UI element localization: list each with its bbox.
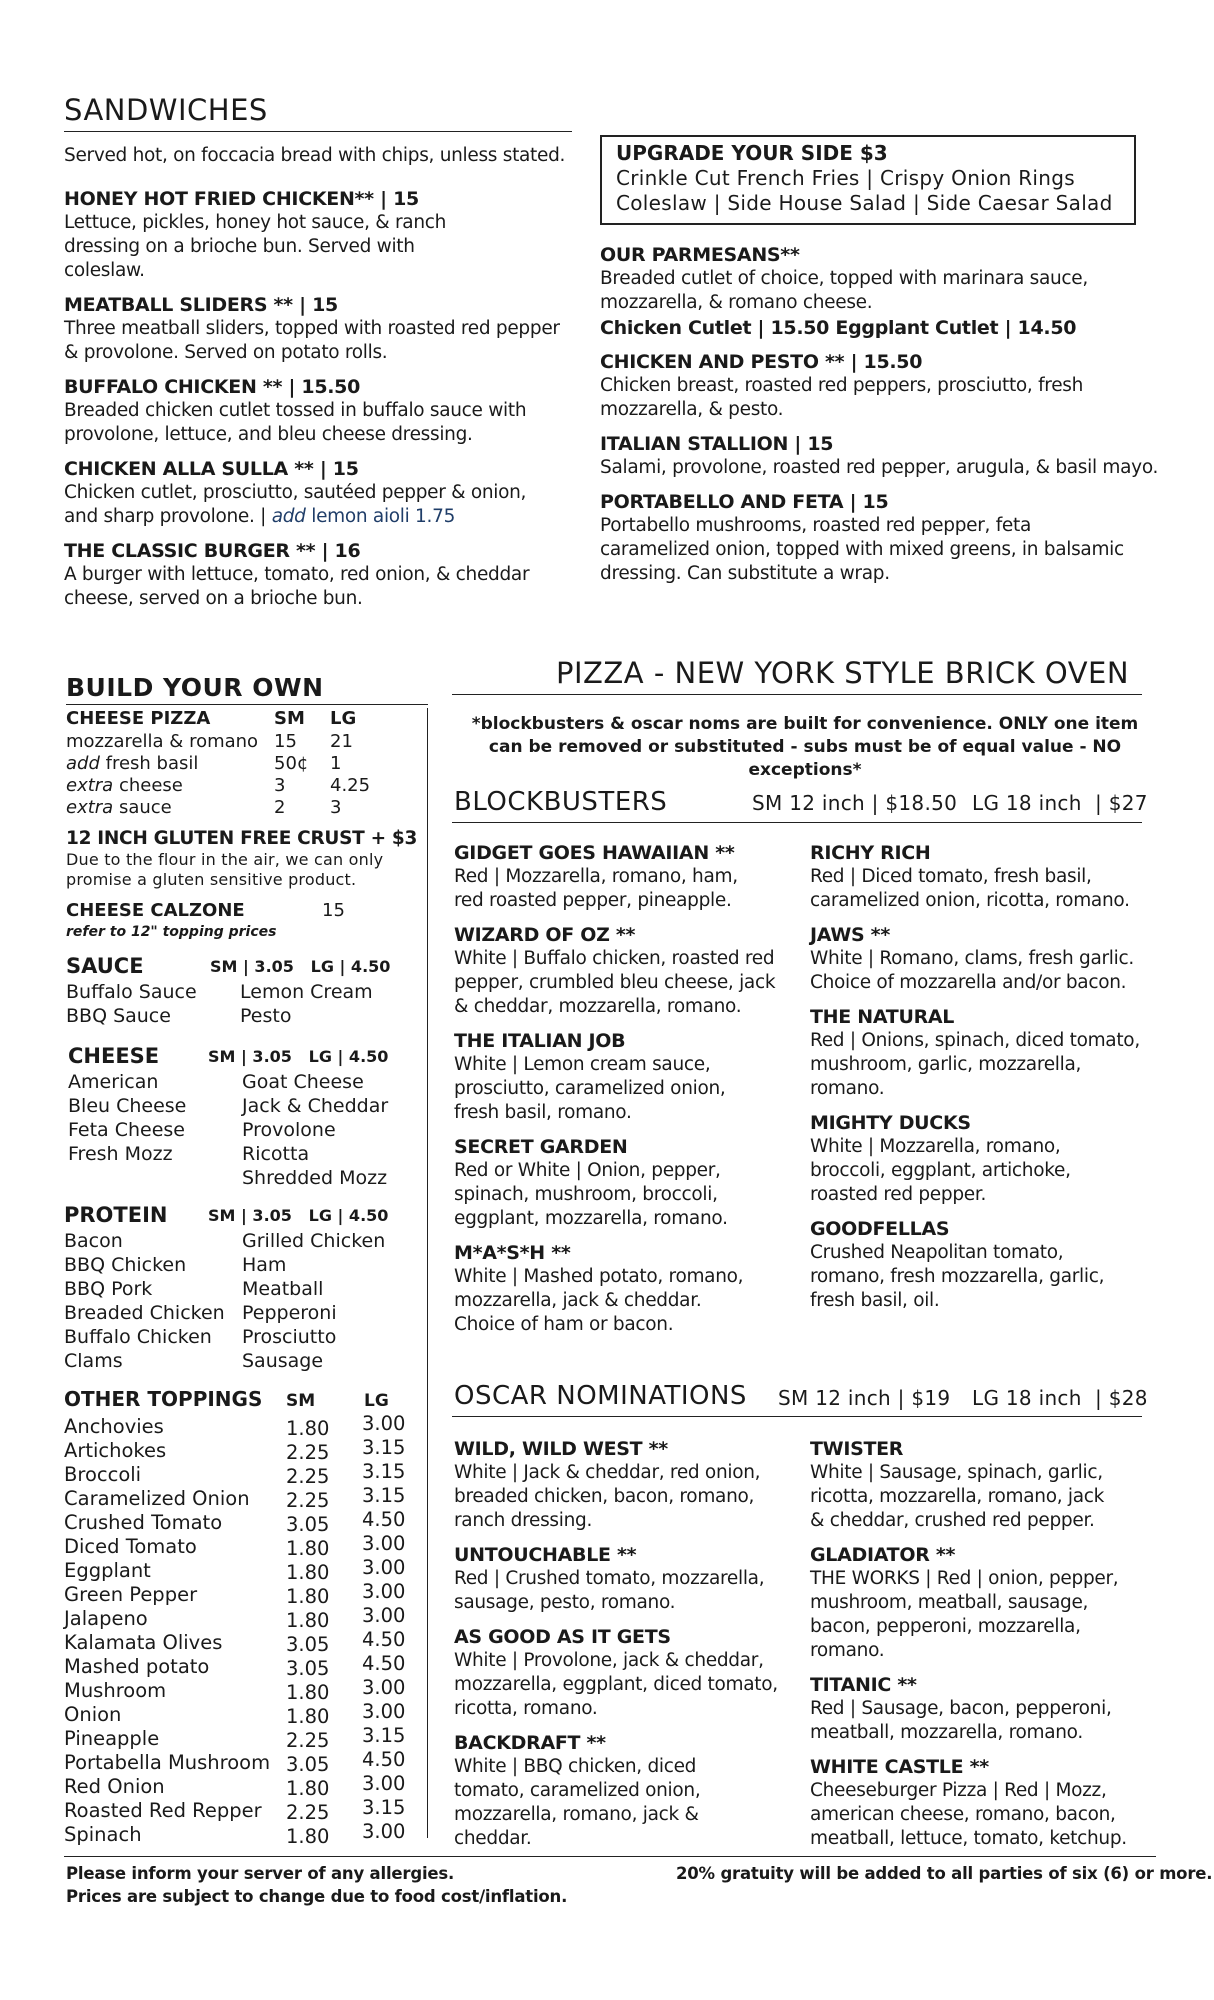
toppings-title: OTHER TOPPINGS <box>64 1387 263 1411</box>
topping-name: Mushroom <box>64 1679 167 1702</box>
list-item: Provolone <box>242 1119 336 1141</box>
row-label <box>66 775 183 797</box>
row-lg: 1 <box>330 753 342 774</box>
row-label <box>66 753 198 775</box>
sauce-prices: SM | 3.05 LG | 4.50 <box>210 957 391 976</box>
row-item: cheese <box>113 775 183 796</box>
list-item: Buffalo Sauce <box>66 981 197 1003</box>
pizza-item <box>454 924 784 1019</box>
sulla-add-word: add <box>271 506 306 527</box>
row-item: fresh basil <box>99 753 199 774</box>
menu-item <box>64 540 564 611</box>
footer-gratuity: 20% gratuity will be added to all parties of six (6) or more. <box>676 1864 1213 1883</box>
pizza-item <box>454 1136 784 1231</box>
topping-name: Pineapple <box>64 1727 160 1750</box>
topping-lg-price: 4.50 <box>362 1748 406 1771</box>
list-item: Pepperoni <box>242 1302 337 1324</box>
cheese-header <box>66 1044 436 1070</box>
menu-item <box>64 294 564 365</box>
item-desc: Red or White | Onion, pepper, spinach, mushroom, broccoli, eggplant, mozzarella, romano. <box>454 1160 728 1229</box>
sauce-list <box>66 980 436 1030</box>
row-sm: 15 <box>274 731 297 752</box>
cheese-prices: SM | 3.05 LG | 4.50 <box>208 1047 389 1066</box>
list-item: BBQ Sauce <box>66 1005 171 1027</box>
topping-lg-price: 3.15 <box>362 1460 406 1483</box>
topping-name: Mashed potato <box>64 1655 210 1678</box>
topping-name: Red Onion <box>64 1775 165 1798</box>
list-item: Bleu Cheese <box>68 1095 187 1117</box>
item-desc: A burger with lettuce, tomato, red onion, & cheddar cheese, served on a brioche bun. <box>64 564 530 609</box>
item-desc: White | Lemon cream sauce, prosciutto, caramelized onion, fresh basil, romano. <box>454 1054 726 1123</box>
blockbusters-rule <box>452 822 1142 823</box>
list-item: Breaded Chicken <box>64 1302 225 1324</box>
row-qualifier: extra <box>66 797 114 818</box>
item-name: THE ITALIAN JOB <box>454 1030 626 1052</box>
upgrade-line-2: Coleslaw | Side House Salad | Side Caesar Salad <box>616 191 1113 215</box>
item-name: MEATBALL SLIDERS ** | 15 <box>64 294 338 316</box>
cheese-pizza-table <box>66 708 426 819</box>
row-lg: 3 <box>330 797 342 818</box>
sandwiches-left-column <box>64 188 564 620</box>
protein-header <box>64 1203 434 1229</box>
list-item: BBQ Pork <box>64 1278 153 1300</box>
list-item: Clams <box>64 1350 123 1372</box>
oscar-rule <box>452 1416 1142 1417</box>
sauce-title: SAUCE <box>66 954 144 978</box>
item-desc: Three meatball sliders, topped with roasted red pepper & provolone. Served on potato rolls. <box>64 318 560 363</box>
pizza-item <box>454 1242 784 1337</box>
topping-lg-price: 3.15 <box>362 1724 406 1747</box>
list-item: Jack & Cheddar <box>242 1095 389 1117</box>
topping-lg-price: 3.15 <box>362 1796 406 1819</box>
pizza-item <box>454 1626 784 1721</box>
oscar-lg-price: LG 18 inch | $28 <box>972 1386 1148 1410</box>
item-name: HONEY HOT FRIED CHICKEN** | 15 <box>64 188 419 210</box>
item-desc: White | Romano, clams, fresh garlic. Choice of mozzarella and/or bacon. <box>810 948 1134 993</box>
item-name: MIGHTY DUCKS <box>810 1112 971 1134</box>
protein-prices: SM | 3.05 LG | 4.50 <box>208 1206 389 1225</box>
sandwiches-subtitle: Served hot, on foccacia bread with chips, unless stated. <box>64 145 566 166</box>
sandwiches-title: SANDWICHES <box>64 93 268 127</box>
pizza-item <box>810 1756 1140 1851</box>
topping-sm-price: 1.80 <box>286 1537 330 1560</box>
list-item: Ham <box>242 1254 287 1276</box>
pizza-item <box>810 1218 1140 1313</box>
item-name: CHICKEN AND PESTO ** | 15.50 <box>600 351 923 373</box>
item-desc: Portabello mushrooms, roasted red pepper, feta caramelized onion, topped with mixed greens, in balsamic dressing. Can substitute a wrap. <box>600 515 1124 584</box>
item-name: M*A*S*H ** <box>454 1242 571 1264</box>
row-sm: 2 <box>274 797 286 818</box>
item-desc: THE WORKS | Red | onion, pepper, mushroom, meatball, sausage, bacon, pepperoni, mozzarella, romano. <box>810 1568 1119 1661</box>
blockbusters-left-column <box>454 842 784 1346</box>
pizza-item <box>454 1438 784 1533</box>
pizza-item <box>810 1438 1140 1533</box>
blockbusters-lg-price: LG 18 inch | $27 <box>972 791 1148 815</box>
topping-name: Jalapeno <box>64 1607 148 1630</box>
topping-lg-price: 3.00 <box>362 1772 406 1795</box>
blockbusters-sm-price: SM 12 inch | $18.50 <box>752 791 958 815</box>
item-name: WHITE CASTLE ** <box>810 1756 989 1778</box>
item-desc: White | Sausage, spinach, garlic, ricotta, mozzarella, romano, jack & cheddar, crushed red pepper. <box>810 1462 1105 1531</box>
byo-title: BUILD YOUR OWN <box>66 673 324 702</box>
calzone-title: CHEESE CALZONE <box>66 900 245 921</box>
topping-sm-price: 1.80 <box>286 1561 330 1584</box>
topping-lg-price: 4.50 <box>362 1652 406 1675</box>
topping-name: Anchovies <box>64 1415 164 1438</box>
menu-item <box>600 491 1160 586</box>
sandwiches-rule <box>64 131 572 132</box>
row-item: sauce <box>113 797 172 818</box>
item-name: RICHY RICH <box>810 842 931 864</box>
item-desc: Red | Sausage, bacon, pepperoni, meatball, mozzarella, romano. <box>810 1698 1112 1743</box>
list-item: Goat Cheese <box>242 1071 364 1093</box>
row-label <box>66 731 258 753</box>
sm-label: SM <box>274 708 305 729</box>
topping-sm-price: 1.80 <box>286 1681 330 1704</box>
cheese-pizza-label: CHEESE PIZZA <box>66 708 211 729</box>
list-item: Feta Cheese <box>68 1119 185 1141</box>
row-lg: 21 <box>330 731 353 752</box>
protein-section <box>64 1203 434 1375</box>
pizza-item <box>454 1544 784 1615</box>
item-name: CHICKEN ALLA SULLA ** | 15 <box>64 458 359 480</box>
item-name: BACKDRAFT ** <box>454 1732 606 1754</box>
item-name: ITALIAN STALLION | 15 <box>600 433 834 455</box>
list-item: Prosciutto <box>242 1326 337 1348</box>
topping-lg-price: 3.15 <box>362 1436 406 1459</box>
item-desc: Chicken breast, roasted red peppers, prosciutto, fresh mozzarella, & pesto. <box>600 375 1084 420</box>
topping-sm-price: 3.05 <box>286 1657 330 1680</box>
item-name: THE CLASSIC BURGER ** | 16 <box>64 540 361 562</box>
item-name: JAWS ** <box>810 924 890 946</box>
row-item: mozzarella & romano <box>66 731 259 752</box>
list-item: Bacon <box>64 1230 123 1252</box>
sauce-header <box>66 954 436 980</box>
parmesan-prices: Chicken Cutlet | 15.50 Eggplant Cutlet | 14.50 <box>600 317 1077 339</box>
topping-name: Green Pepper <box>64 1583 198 1606</box>
list-item: Lemon Cream <box>240 981 373 1003</box>
toppings-section <box>64 1387 424 1847</box>
item-desc: White | Mozzarella, romano, broccoli, eggplant, artichoke, roasted red pepper. <box>810 1136 1071 1205</box>
row-lg: 4.25 <box>330 775 371 796</box>
topping-lg-price: 3.00 <box>362 1700 406 1723</box>
pizza-item <box>810 1006 1140 1101</box>
item-name: GIDGET GOES HAWAIIAN ** <box>454 842 735 864</box>
row-label <box>66 797 172 819</box>
menu-item <box>600 244 1160 340</box>
topping-lg-price: 3.00 <box>362 1412 406 1435</box>
pizza-item <box>454 1030 784 1125</box>
item-desc: White | Mashed potato, romano, mozzarella, jack & cheddar. Choice of ham or bacon. <box>454 1266 744 1335</box>
list-item: Sausage <box>242 1350 324 1372</box>
calzone-note: refer to 12" topping prices <box>66 924 277 940</box>
sulla-desc: Chicken cutlet, prosciutto, sautéed pepper & onion, and sharp provolone. | <box>64 482 527 527</box>
toppings-lg: LG <box>364 1391 389 1411</box>
pizza-item <box>810 842 1140 913</box>
topping-name: Kalamata Olives <box>64 1631 223 1654</box>
topping-name: Spinach <box>64 1823 142 1846</box>
byo-rule <box>66 704 428 705</box>
item-desc: Lettuce, pickles, honey hot sauce, & ranch dressing on a brioche bun. Served with coleslaw. <box>64 212 447 281</box>
table-row <box>66 753 426 775</box>
topping-sm-price: 1.80 <box>286 1417 330 1440</box>
topping-lg-price: 4.50 <box>362 1508 406 1531</box>
item-desc: Crushed Neapolitan tomato, romano, fresh mozzarella, garlic, fresh basil, oil. <box>810 1242 1105 1311</box>
cheese-pizza-header <box>66 708 426 731</box>
topping-sm-price: 2.25 <box>286 1489 330 1512</box>
protein-title: PROTEIN <box>64 1203 168 1227</box>
menu-item <box>64 376 564 447</box>
item-name: WIZARD OF OZ ** <box>454 924 636 946</box>
pizza-item <box>454 1732 784 1851</box>
item-name: UNTOUCHABLE ** <box>454 1544 637 1566</box>
upgrade-title: UPGRADE YOUR SIDE $3 <box>616 141 888 165</box>
topping-name: Caramelized Onion <box>64 1487 250 1510</box>
table-row <box>66 775 426 797</box>
item-name: TWISTER <box>810 1438 904 1460</box>
oscar-sm-price: SM 12 inch | $19 <box>778 1386 951 1410</box>
pizza-title: PIZZA - NEW YORK STYLE BRICK OVEN <box>556 656 1130 690</box>
item-desc <box>64 481 534 529</box>
gluten-title: 12 INCH GLUTEN FREE CRUST + $3 <box>66 828 418 849</box>
topping-name: Onion <box>64 1703 122 1726</box>
topping-name: Portabella Mushroom <box>64 1751 271 1774</box>
footer-prices-note: Prices are subject to change due to food cost/inflation. <box>66 1887 568 1906</box>
toppings-sm: SM <box>286 1391 316 1411</box>
blockbusters-right-column <box>810 842 1140 1322</box>
topping-sm-price: 2.25 <box>286 1729 330 1752</box>
sauce-section <box>66 954 436 1030</box>
item-desc: Cheeseburger Pizza | Red | Mozz, american cheese, romano, bacon, meatball, lettuce, tomato, ketchup. <box>810 1780 1127 1849</box>
topping-sm-price: 2.25 <box>286 1465 330 1488</box>
row-qualifier: add <box>66 753 100 774</box>
item-desc: Breaded chicken cutlet tossed in buffalo sauce with provolone, lettuce, and bleu cheese dressing. <box>64 400 527 445</box>
oscar-right-column <box>810 1438 1140 1860</box>
table-row <box>66 731 426 753</box>
menu-item <box>64 188 564 283</box>
topping-sm-price: 2.25 <box>286 1441 330 1464</box>
item-desc: Red | Onions, spinach, diced tomato, mushroom, garlic, mozzarella, romano. <box>810 1030 1140 1099</box>
pizza-note: *blockbusters & oscar noms are built for convenience. ONLY one item can be removed or substituted - subs must be of equal value - NO exceptions* <box>471 714 1139 780</box>
topping-name: Crushed Tomato <box>64 1511 223 1534</box>
item-name: THE NATURAL <box>810 1006 955 1028</box>
topping-lg-price: 3.00 <box>362 1532 406 1555</box>
topping-sm-price: 2.25 <box>286 1801 330 1824</box>
item-desc: White | Provolone, jack & cheddar, mozzarella, eggplant, diced tomato, ricotta, romano. <box>454 1650 778 1719</box>
row-qualifier: extra <box>66 775 114 796</box>
list-item: Grilled Chicken <box>242 1230 386 1252</box>
list-item: Ricotta <box>242 1143 310 1165</box>
sulla-add-on <box>272 506 455 527</box>
toppings-table <box>64 1412 424 1848</box>
topping-lg-price: 3.00 <box>362 1556 406 1579</box>
topping-lg-price: 4.50 <box>362 1628 406 1651</box>
row-sm: 3 <box>274 775 286 796</box>
row-sm: 50¢ <box>274 753 309 774</box>
pizza-item <box>810 1112 1140 1207</box>
item-desc: Red | Diced tomato, fresh basil, caramelized onion, ricotta, romano. <box>810 866 1130 911</box>
lg-label: LG <box>330 708 357 729</box>
topping-sm-price: 1.80 <box>286 1705 330 1728</box>
item-name: AS GOOD AS IT GETS <box>454 1626 671 1648</box>
topping-name: Eggplant <box>64 1559 151 1582</box>
sandwiches-right-column <box>600 244 1160 595</box>
topping-lg-price: 3.00 <box>362 1580 406 1603</box>
table-row <box>66 797 426 819</box>
pizza-item <box>810 1544 1140 1663</box>
pizza-rule <box>452 694 1142 695</box>
gluten-desc: Due to the flour in the air, we can only promise a gluten sensitive product. <box>66 850 384 889</box>
menu-item <box>64 458 564 529</box>
topping-name: Artichokes <box>64 1439 167 1462</box>
topping-sm-price: 3.05 <box>286 1753 330 1776</box>
topping-sm-price: 1.80 <box>286 1609 330 1632</box>
topping-sm-price: 1.80 <box>286 1825 330 1848</box>
item-name: PORTABELLO AND FETA | 15 <box>600 491 889 513</box>
topping-name: Diced Tomato <box>64 1535 197 1558</box>
topping-lg-price: 3.00 <box>362 1820 406 1843</box>
toppings-header <box>64 1387 424 1415</box>
list-item: Shredded Mozz <box>242 1167 388 1189</box>
topping-sm-price: 1.80 <box>286 1585 330 1608</box>
topping-row <box>64 1820 424 1848</box>
item-desc: Red | Mozzarella, romano, ham, red roasted pepper, pineapple. <box>454 866 738 911</box>
protein-list <box>64 1229 434 1375</box>
pizza-item <box>454 842 784 913</box>
item-name: OUR PARMESANS** <box>600 244 800 266</box>
calzone-section <box>66 900 426 942</box>
item-name: GOODFELLAS <box>810 1218 950 1240</box>
blockbusters-title: BLOCKBUSTERS <box>454 787 668 817</box>
sulla-add-rest: lemon aioli 1.75 <box>311 506 456 527</box>
list-item: Buffalo Chicken <box>64 1326 212 1348</box>
oscar-left-column <box>454 1438 784 1860</box>
topping-sm-price: 1.80 <box>286 1777 330 1800</box>
list-item: Pesto <box>240 1005 292 1027</box>
topping-lg-price: 3.00 <box>362 1676 406 1699</box>
item-desc: White | BBQ chicken, diced tomato, caramelized onion, mozzarella, romano, jack & cheddar. <box>454 1756 701 1849</box>
cheese-section <box>66 1044 436 1192</box>
upgrade-line-1: Crinkle Cut French Fries | Crispy Onion Rings <box>616 166 1075 190</box>
pizza-item <box>810 924 1140 995</box>
item-desc: Red | Crushed tomato, mozzarella, sausage, pesto, romano. <box>454 1568 765 1613</box>
topping-name: Broccoli <box>64 1463 142 1486</box>
item-name: GLADIATOR ** <box>810 1544 956 1566</box>
menu-item <box>600 433 1160 480</box>
item-name: SECRET GARDEN <box>454 1136 628 1158</box>
topping-lg-price: 3.15 <box>362 1484 406 1507</box>
topping-name: Roasted Red Repper <box>64 1799 262 1822</box>
list-item: Meatball <box>242 1278 324 1300</box>
item-desc: White | Jack & cheddar, red onion, breaded chicken, bacon, romano, ranch dressing. <box>454 1462 761 1531</box>
upgrade-side-box <box>600 135 1136 225</box>
topping-sm-price: 3.05 <box>286 1633 330 1656</box>
item-name: WILD, WILD WEST ** <box>454 1438 668 1460</box>
calzone-row <box>66 900 426 922</box>
gluten-free-section <box>66 828 426 890</box>
topping-lg-price: 3.00 <box>362 1604 406 1627</box>
item-name: BUFFALO CHICKEN ** | 15.50 <box>64 376 361 398</box>
topping-sm-price: 3.05 <box>286 1513 330 1536</box>
oscar-title: OSCAR NOMINATIONS <box>454 1381 747 1411</box>
menu-item <box>600 351 1160 422</box>
footer-allergies: Please inform your server of any allergies. <box>66 1864 455 1883</box>
footer-rule <box>64 1856 1156 1857</box>
list-item: BBQ Chicken <box>64 1254 187 1276</box>
item-name: TITANIC ** <box>810 1674 917 1696</box>
cheese-list <box>66 1070 436 1192</box>
item-desc: White | Buffalo chicken, roasted red pepper, crumbled bleu cheese, jack & cheddar, mozzarella, romano. <box>454 948 776 1017</box>
pizza-item <box>810 1674 1140 1745</box>
cheese-title: CHEESE <box>68 1044 160 1068</box>
item-desc: Breaded cutlet of choice, topped with marinara sauce, mozzarella, & romano cheese. <box>600 268 1088 313</box>
list-item: American <box>68 1071 159 1093</box>
calzone-price: 15 <box>322 900 345 921</box>
item-desc: Salami, provolone, roasted red pepper, arugula, & basil mayo. <box>600 457 1159 478</box>
list-item: Fresh Mozz <box>68 1143 173 1165</box>
